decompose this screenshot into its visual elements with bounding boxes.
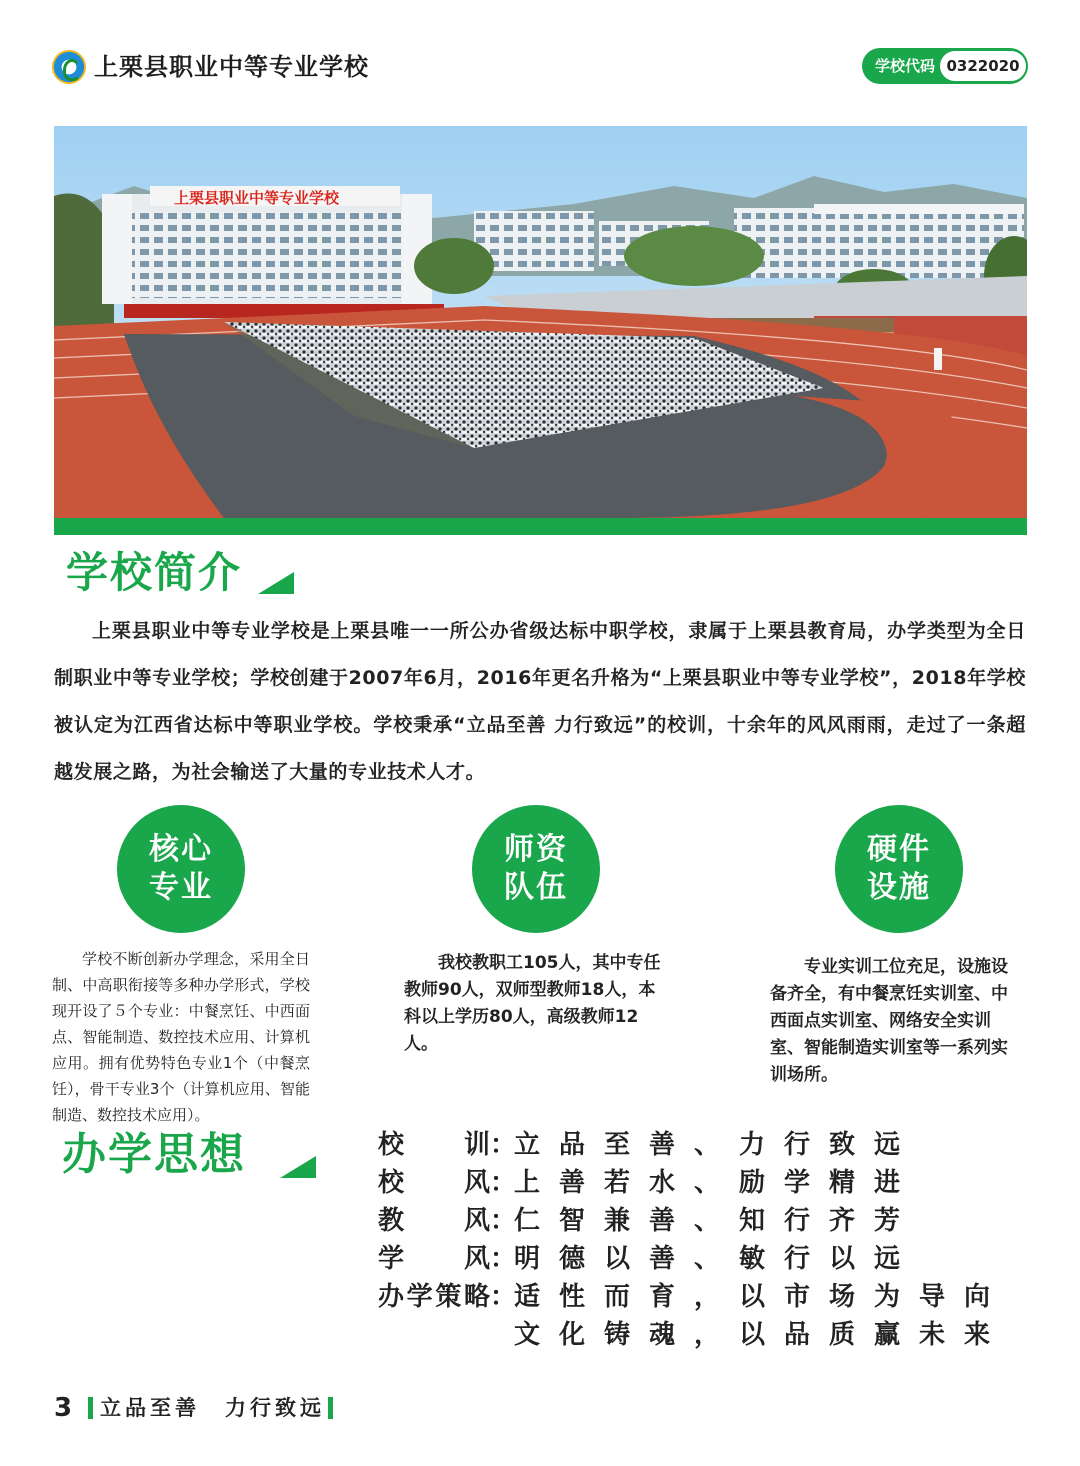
philosophy-colon: ： xyxy=(490,1244,517,1274)
feature-core-majors-line1: 核心 xyxy=(149,832,213,867)
philosophy-value: 文化铸魂，以品质赢未来 xyxy=(514,1320,1010,1350)
school-code-value: 0322020 xyxy=(940,51,1026,81)
feature-facilities-line2: 设施 xyxy=(867,870,931,905)
philosophy-value: 仁智兼善、知行齐芳 xyxy=(514,1206,920,1236)
campus-photo xyxy=(54,126,1027,518)
feature-core-majors-text: 学校不断创新办学理念，采用全日制、中高职衔接等多种办学形式，学校现开设了５个专业：中餐烹饪、中西面点、智能制造、数控技术应用、计算机应用。拥有优势特色专业1个（中餐烹饪），骨干专业3个（计算机应用、智能制造、数控技术应用）。 xyxy=(52,950,310,1124)
philosophy-label: 教风 xyxy=(378,1206,490,1236)
footer-motto: 立品至善 力行致远 xyxy=(100,1396,325,1420)
school-name: 上栗县职业中等专业学校 xyxy=(94,53,369,81)
photo-accent-bar xyxy=(54,518,1027,535)
intro-title-triangle-icon xyxy=(258,572,294,594)
school-code-label: 学校代码 xyxy=(875,57,936,75)
philosophy-colon: ： xyxy=(490,1168,517,1198)
feature-facilities-line1: 硬件 xyxy=(867,832,931,867)
philosophy-value: 上善若水、励学精进 xyxy=(514,1168,920,1198)
philosophy-label: 办学策略 xyxy=(378,1282,490,1312)
page-number: 3 xyxy=(54,1393,73,1423)
building-sign: 上栗县职业中等专业学校 xyxy=(174,189,340,207)
feature-core-majors-badge xyxy=(117,805,245,933)
philosophy-section-title: 办学思想 xyxy=(62,1129,246,1180)
intro-section-title: 学校简介 xyxy=(66,548,243,597)
feature-faculty-text: 我校教职工105人，其中专任教师90人，双师型教师18人，本科以上学历80人，高级教师12人。 xyxy=(404,953,661,1054)
philosophy-colon: ： xyxy=(490,1206,517,1236)
philosophy-value: 立品至善、力行致远 xyxy=(514,1130,920,1160)
footer-bar-right xyxy=(328,1397,333,1419)
feature-core-majors-line2: 专业 xyxy=(149,870,213,905)
feature-facilities-badge xyxy=(835,805,963,933)
feature-faculty-line1: 师资 xyxy=(504,832,568,867)
feature-facilities-text: 专业实训工位充足，设施设备齐全，有中餐烹饪实训室、中西面点实训室、网络安全实训室、智能制造实训室等一系列实训场所。 xyxy=(770,957,1008,1085)
philosophy-title-triangle-icon xyxy=(280,1156,316,1178)
footer-bar-left xyxy=(88,1397,93,1419)
philosophy-label: 校风 xyxy=(378,1168,490,1198)
feature-faculty-badge xyxy=(472,805,600,933)
philosophy-value: 明德以善、敏行以远 xyxy=(514,1244,920,1274)
philosophy-colon: ： xyxy=(490,1282,517,1312)
philosophy-label: 校训 xyxy=(378,1130,490,1160)
school-logo-icon xyxy=(52,50,86,84)
philosophy-value: 适性而育，以市场为导向 xyxy=(514,1282,1010,1312)
philosophy-colon: ： xyxy=(490,1130,517,1160)
intro-paragraph: 上栗县职业中等专业学校是上栗县唯一一所公办省级达标中职学校，隶属于上栗县教育局，办学类型为全日制职业中等专业学校；学校创建于2007年6月，2016年更名升格为“上栗县职业中等专业学校”，2018年学校被认定为江西省达标中等职业学校。学校秉承“立品至善 力行致远”的校训，十余年的风风雨雨，走过了一条超越发展之路，为社会输送了大量的专业技术人才。 xyxy=(54,620,1026,783)
philosophy-label: 学风 xyxy=(378,1244,490,1274)
feature-faculty-line2: 队伍 xyxy=(504,870,568,905)
